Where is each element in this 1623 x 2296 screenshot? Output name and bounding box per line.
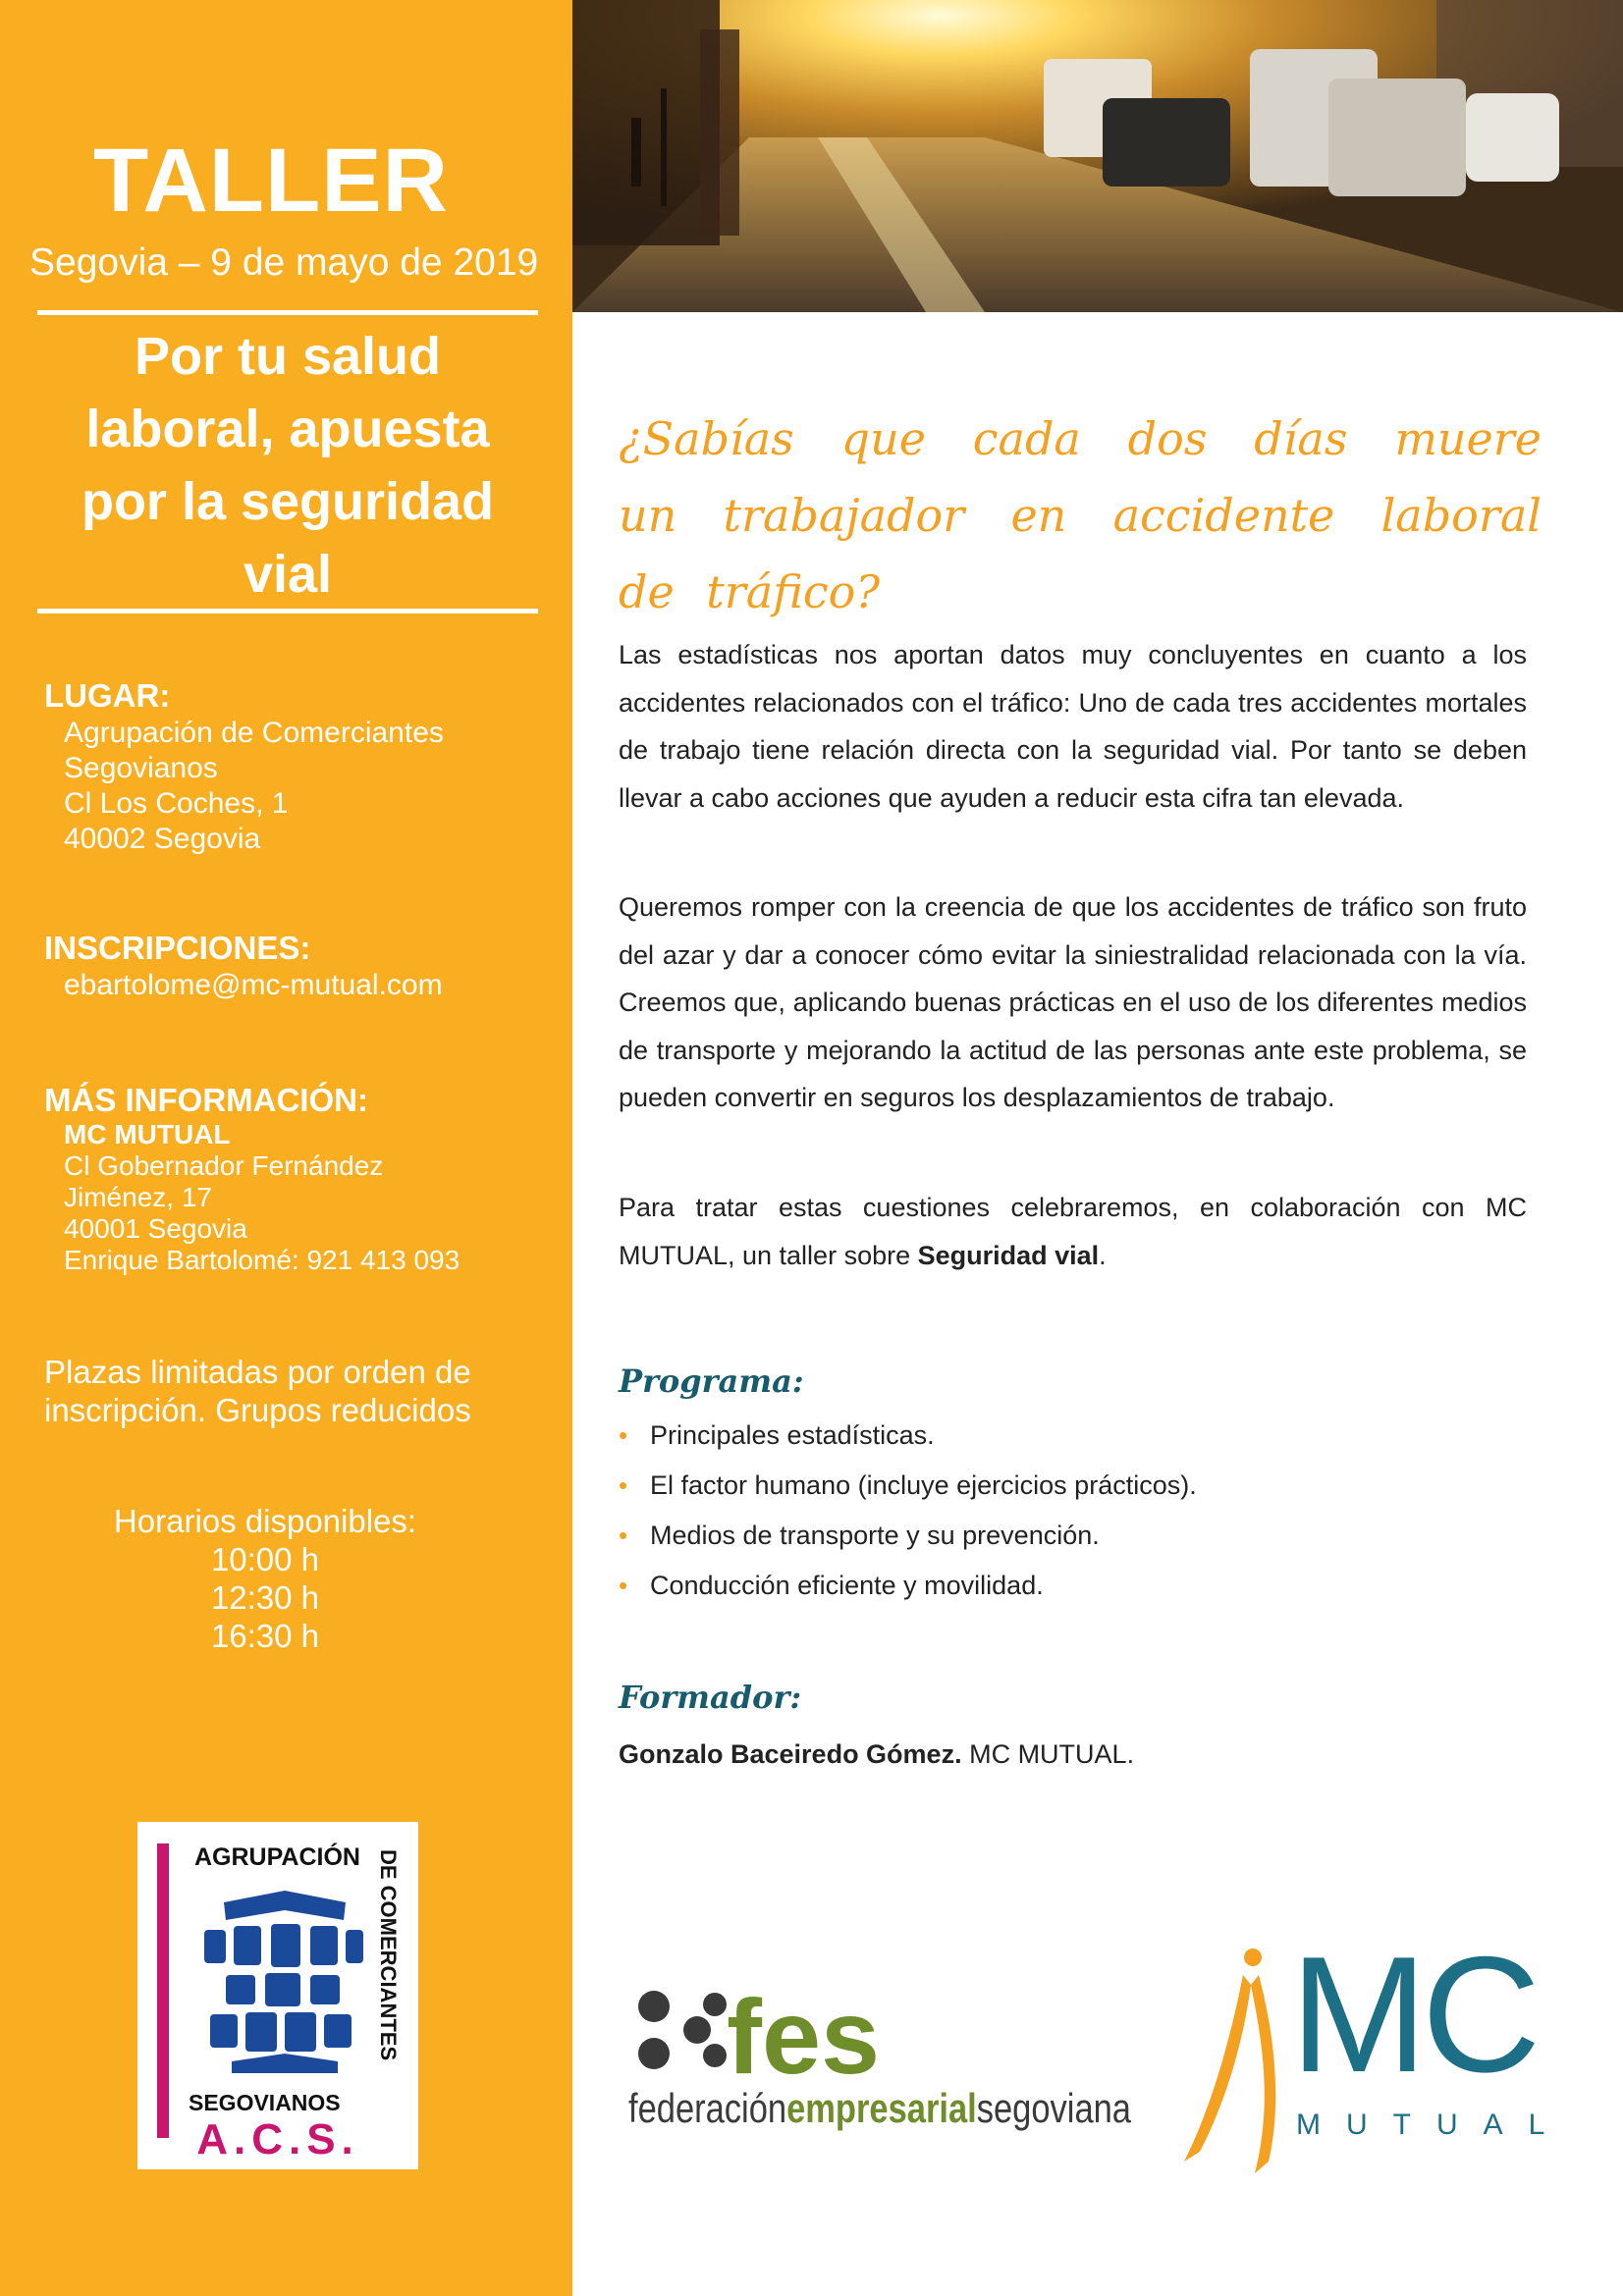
mc-mutual-logo <box>1174 1916 1571 2176</box>
inscripciones-email[interactable]: ebartolome@mc-mutual.com <box>64 969 443 1001</box>
formador-heading: Formador: <box>619 1679 802 1716</box>
lugar-line: Agrupación de Comerciantes <box>64 717 444 749</box>
body-paragraph <box>619 1184 1527 1279</box>
mas-info-phone: Enrique Bartolomé: 921 413 093 <box>64 1245 460 1275</box>
lugar-line: Cl Los Coches, 1 <box>64 787 289 820</box>
acs-logo <box>137 1822 418 2169</box>
horario-time: 10:00 h <box>210 1541 320 1577</box>
mc-subtitle: MUTUAL <box>1296 2109 1571 2141</box>
programa-heading: Programa: <box>619 1362 804 1400</box>
mas-info-line: Cl Gobernador Fernández <box>64 1150 384 1181</box>
mc-figure-head <box>1244 1949 1262 1966</box>
event-headline: Por tu salud laboral, apuesta por la seguridad vial <box>81 327 495 604</box>
horario-time: 16:30 h <box>210 1618 320 1654</box>
mas-info-line: Jiménez, 17 <box>64 1182 212 1212</box>
hero-image <box>572 0 1623 312</box>
mas-info-label: MÁS INFORMACIÓN: <box>44 1082 368 1118</box>
formador-org: MC MUTUAL. <box>961 1739 1135 1769</box>
list-item: • Medios de transporte y su prevención. <box>619 1517 1197 1567</box>
body-paragraph: Las estadísticas nos aportan datos muy concluyentes en cuanto a los accidentes relacionados con el tráfico: Uno de cada tres accidentes mortales de trabajo tiene relación directa con la seguridad vial. Por tanto se deben llevar a cabo acciones que ayuden a reducir esta cifra tan elevada. <box>619 640 1527 813</box>
event-date: Segovia – 9 de mayo de 2019 <box>29 241 539 284</box>
lugar-line: Segovianos <box>64 752 218 784</box>
horarios-label: Horarios disponibles: <box>113 1503 417 1539</box>
acs-abbr: A.C.S. <box>196 2115 359 2163</box>
lugar-label: LUGAR: <box>44 677 171 714</box>
para3-text: Para tratar estas cuestiones celebraremos, en colaboración con MC MUTUAL, un taller sobre <box>619 1193 1527 1270</box>
sidebar <box>0 0 572 2296</box>
divider-top <box>37 310 538 315</box>
para3-suffix: . <box>1099 1240 1107 1270</box>
acs-side-text: DE COMERCIANTES <box>376 1849 401 2061</box>
acs-top-text: AGRUPACIÓN <box>194 1843 360 1871</box>
inscripciones-label: INSCRIPCIONES: <box>44 930 311 966</box>
formador-name: Gonzalo Baceiredo Gómez. <box>619 1739 962 1769</box>
programa-list <box>619 1416 1197 1617</box>
fes-tagline: federaciónempresarialsegoviana <box>628 2085 1165 2131</box>
fes-logo <box>624 1977 1165 2131</box>
acs-bottom-text: SEGOVIANOS <box>189 2090 341 2115</box>
bullet-icon: • <box>619 1571 628 1600</box>
mas-info-org: MC MUTUAL <box>64 1119 231 1149</box>
horario-time: 12:30 h <box>210 1579 320 1616</box>
para3-bold: Seguridad vial <box>917 1240 1100 1270</box>
body-paragraph: Queremos romper con la creencia de que los accidentes de tráfico son fruto del azar y dar a conocer cómo evitar la siniestralidad relacionada con la vía. Creemos que, aplicando buenas prácticas en el uso de los diferentes medios de transporte y mejorando la actitud de las personas ante este problema, se pueden convertir en seguros los desplazamientos de trabajo. <box>619 892 1527 1112</box>
bullet-icon: • <box>619 1420 628 1450</box>
plazas-note: Plazas limitadas por orden de inscripción. Grupos reducidos <box>44 1354 471 1428</box>
list-item: • El factor humano (incluye ejercicios prácticos). <box>619 1467 1197 1517</box>
lugar-line: 40002 Segovia <box>64 823 261 855</box>
fes-wordmark: fes <box>727 1977 881 2096</box>
bullet-icon: • <box>619 1521 628 1550</box>
mc-wordmark: MC <box>1290 1922 1536 2107</box>
list-item: • Principales estadísticas. <box>619 1416 1197 1467</box>
formador-info <box>619 1739 1134 1770</box>
horarios-block <box>0 1502 530 1655</box>
list-item: • Conducción eficiente y movilidad. <box>619 1567 1197 1617</box>
fes-dots-mark <box>638 1991 727 2069</box>
event-title: TALLER <box>92 131 449 231</box>
headline-question: ¿Sabías que cada dos días muere un trabajador en accidente laboral de tráfico? <box>619 412 1542 618</box>
mas-info-line: 40001 Segovia <box>64 1213 247 1244</box>
divider-bottom <box>37 609 538 614</box>
mc-figure-right <box>1251 1975 1275 2173</box>
mc-figure-left <box>1184 1975 1251 2162</box>
bullet-icon: • <box>619 1470 628 1500</box>
